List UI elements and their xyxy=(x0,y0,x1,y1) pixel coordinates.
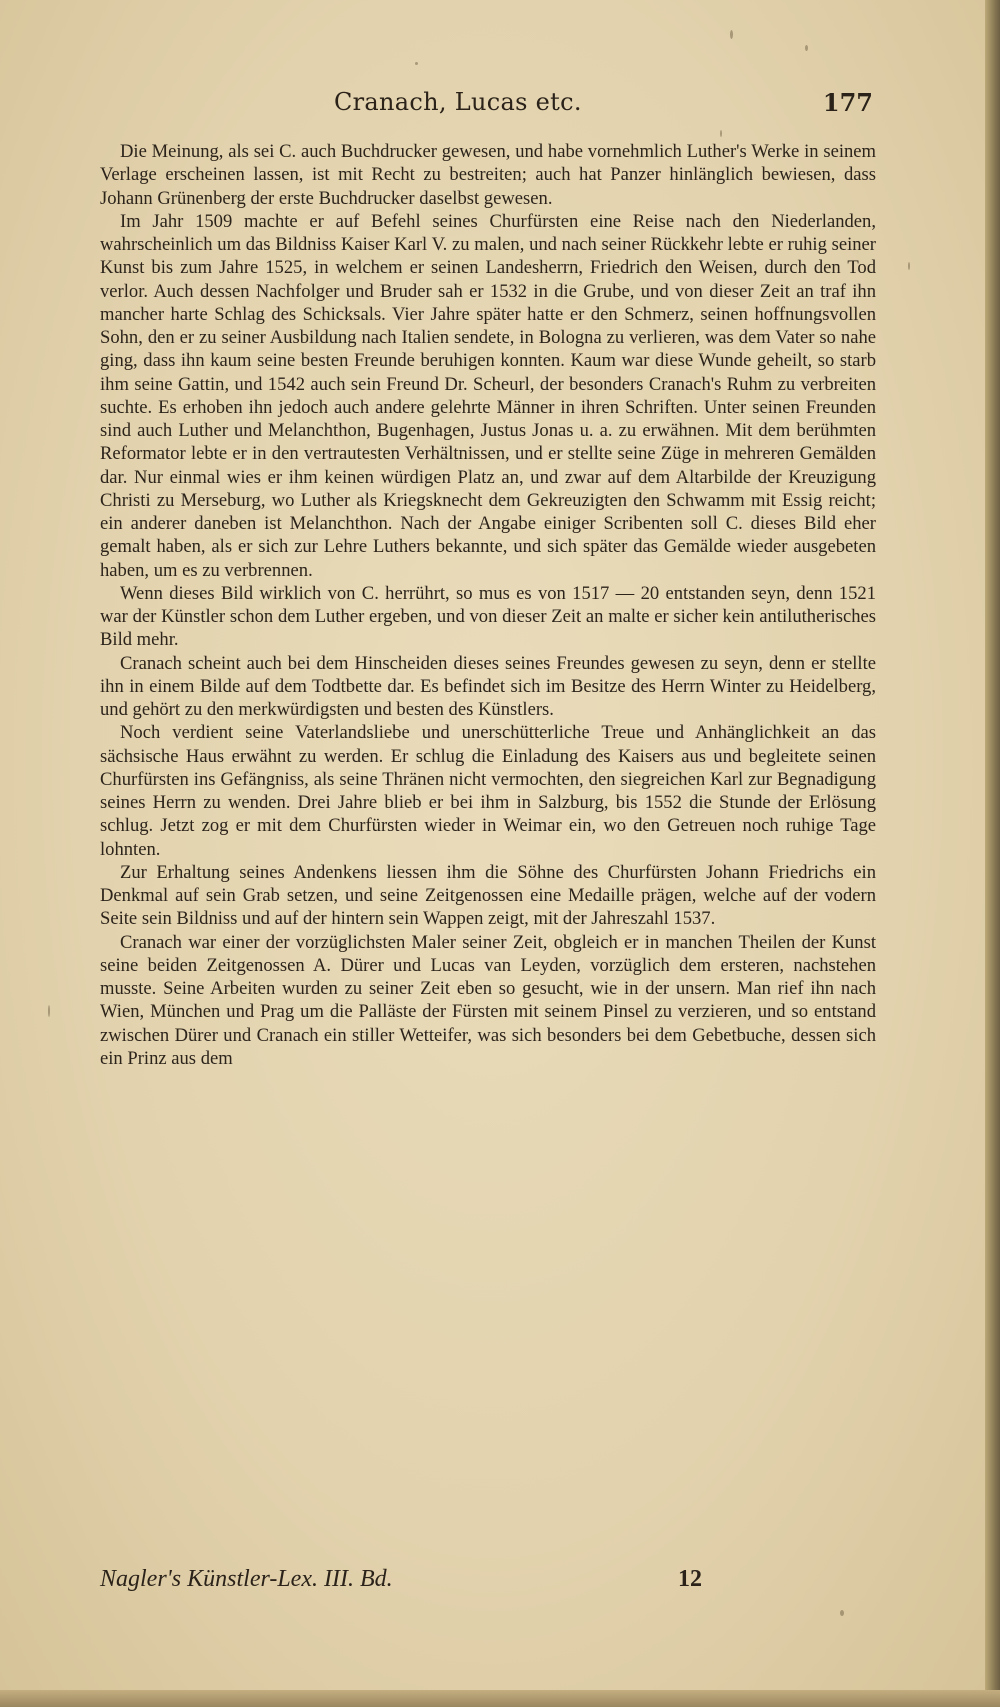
page-number: 177 xyxy=(822,88,873,117)
paragraph: Cranach scheint auch bei dem Hinscheiden dieses seines Freundes gewesen zu seyn, denn er stellte ihn in einem Bilde auf dem Todtbette dar. Es befindet sich im Besitze des Herrn Winter zu Heidelberg, und gehört zu den merkwürdigsten und besten des Künstlers. xyxy=(100,652,876,720)
paragraph: Im Jahr 1509 machte er auf Befehl seines Churfürsten eine Reise nach den Niederlanden, wahrscheinlich um das Bildniss Kaiser Karl V. zu malen, und nach seiner Rückkehr lebte er ruhig seiner Kunst bis zum Jahre 1525, in welchem er seinen Landesherrn, Friedrich den Weisen, durch den Tod verlor. Auch dessen Nachfolger und Bruder sah er 1532 in die Grube, und von dieser Zeit an traf ihn mancher harte Schlag des Schicksals. Vier Jahre später hatte er den Schmerz, seinen hoffnungsvollen Sohn, den er zu seiner Ausbildung nach Italien sendete, in Bologna zu verlieren, was dem Vater so nahe ging, dass ihn kaum seine besten Freunde beruhigen konnten. Kaum war diese Wunde geheilt, so starb ihm seine Gattin, und 1542 auch sein Freund Dr. Scheurl, der besonders Cranach's Ruhm zu verbreiten suchte. Es erhoben ihn jedoch auch andere gelehrte Männer in ihren Schriften. Unter seinen Freunden sind auch Luther und Melanchthon, Bugenhagen, Justus Jonas u. a. zu erwähnen. Mit dem berühmten Reformator lebte er in den vertrautesten Verhältnissen, und er stellte seine Züge in mehreren Gemälden dar. Nur einmal wies er ihm keinen würdigen Platz an, und zwar auf dem Altarbilde der Kreuzigung Christi zu Merseburg, wo Luther als Kriegsknecht dem Gekreuzigten den Schwamm mit Essig reicht; ein anderer daneben ist Melanchthon. Nach der Angabe einiger Scribenten soll C. dieses Bild eher gemalt haben, als er sich zur Lehre Luthers bekannte, und sich später das Gemälde wieder ausgebeten haben, um es zu verbrennen. xyxy=(100,210,876,581)
paper-speck xyxy=(805,45,808,51)
paragraph: Wenn dieses Bild wirklich von C. herrührt, so mus es von 1517 — 20 entstanden seyn, denn 1521 war der Künstler schon dem Luther ergeben, und von dieser Zeit an malte er sicher kein antilutherisches Bild mehr. xyxy=(100,582,876,651)
paper-speck xyxy=(48,1005,50,1017)
paragraph: Noch verdient seine Vaterlandsliebe und unerschütterliche Treue und Anhänglichkeit an das sächsische Haus erwähnt zu werden. Er schlug die Einladung des Kaisers aus und begleitete seinen Churfürsten ins Gefängniss, als seine Thränen nicht vermochten, den siegreichen Karl zur Begnadigung seines Herrn zu wenden. Drei Jahre blieb er bei ihm in Salzburg, bis 1552 die Stunde der Erlösung schlug. Jetzt zog er mit dem Churfürsten wieder in Weimar ein, wo den Getreuen noch ruhige Tage lohnten. xyxy=(100,722,876,860)
paragraph: Die Meinung, als sei C. auch Buchdrucker gewesen, und habe vornehmlich Luther's Werke in seinem Verlage erscheinen lassen, ist mit Recht zu bestreiten; auch hat Panzer hinlänglich bewiesen, dass Johann Grünenberg der erste Buchdrucker daselbst gewesen. xyxy=(100,141,876,209)
paragraph: Cranach war einer der vorzüglichsten Maler seiner Zeit, obgleich er in manchen Theilen der Kunst seine beiden Zeitgenossen A. Dürer und Lucas van Leyden, vorzüglich dem ersteren, nachstehen musste. Seine Arbeiten wurden zu seiner Zeit eben so gesucht, wie in der unsern. Man rief ihn nach Wien, München und Prag um die Palläste der Fürsten mit seinem Pinsel zu verzieren, und so entstand zwischen Dürer und Cranach ein stiller Wetteifer, was sich besonders bei dem Gebetbuche, dessen sich ein Prinz aus dem xyxy=(100,931,876,1069)
page-edge-bottom xyxy=(0,1690,1000,1707)
paper-speck xyxy=(415,62,418,65)
paragraph: Zur Erhaltung seines Andenkens liessen ihm die Söhne des Churfürsten Johann Friedrichs ein Denkmal auf sein Grab setzen, und seine Zeitgenossen eine Medaille prägen, welche auf der vodern Seite sein Bildniss und auf der hintern sein Wappen zeigt, mit der Jahreszahl 1537. xyxy=(100,861,876,930)
paper-speck xyxy=(730,30,733,39)
signature-mark: Nagler's Künstler-Lex. III. Bd. xyxy=(100,1566,393,1592)
running-head: Cranach, Lucas etc. xyxy=(334,88,582,116)
sheet-number: 12 xyxy=(678,1566,702,1592)
page-footer xyxy=(100,1566,876,1602)
page-header xyxy=(0,88,985,128)
page-edge-right xyxy=(985,0,1000,1707)
paper-speck xyxy=(840,1610,844,1616)
body-text xyxy=(100,140,876,1070)
paper-speck xyxy=(720,130,722,137)
paper-speck xyxy=(908,262,910,270)
